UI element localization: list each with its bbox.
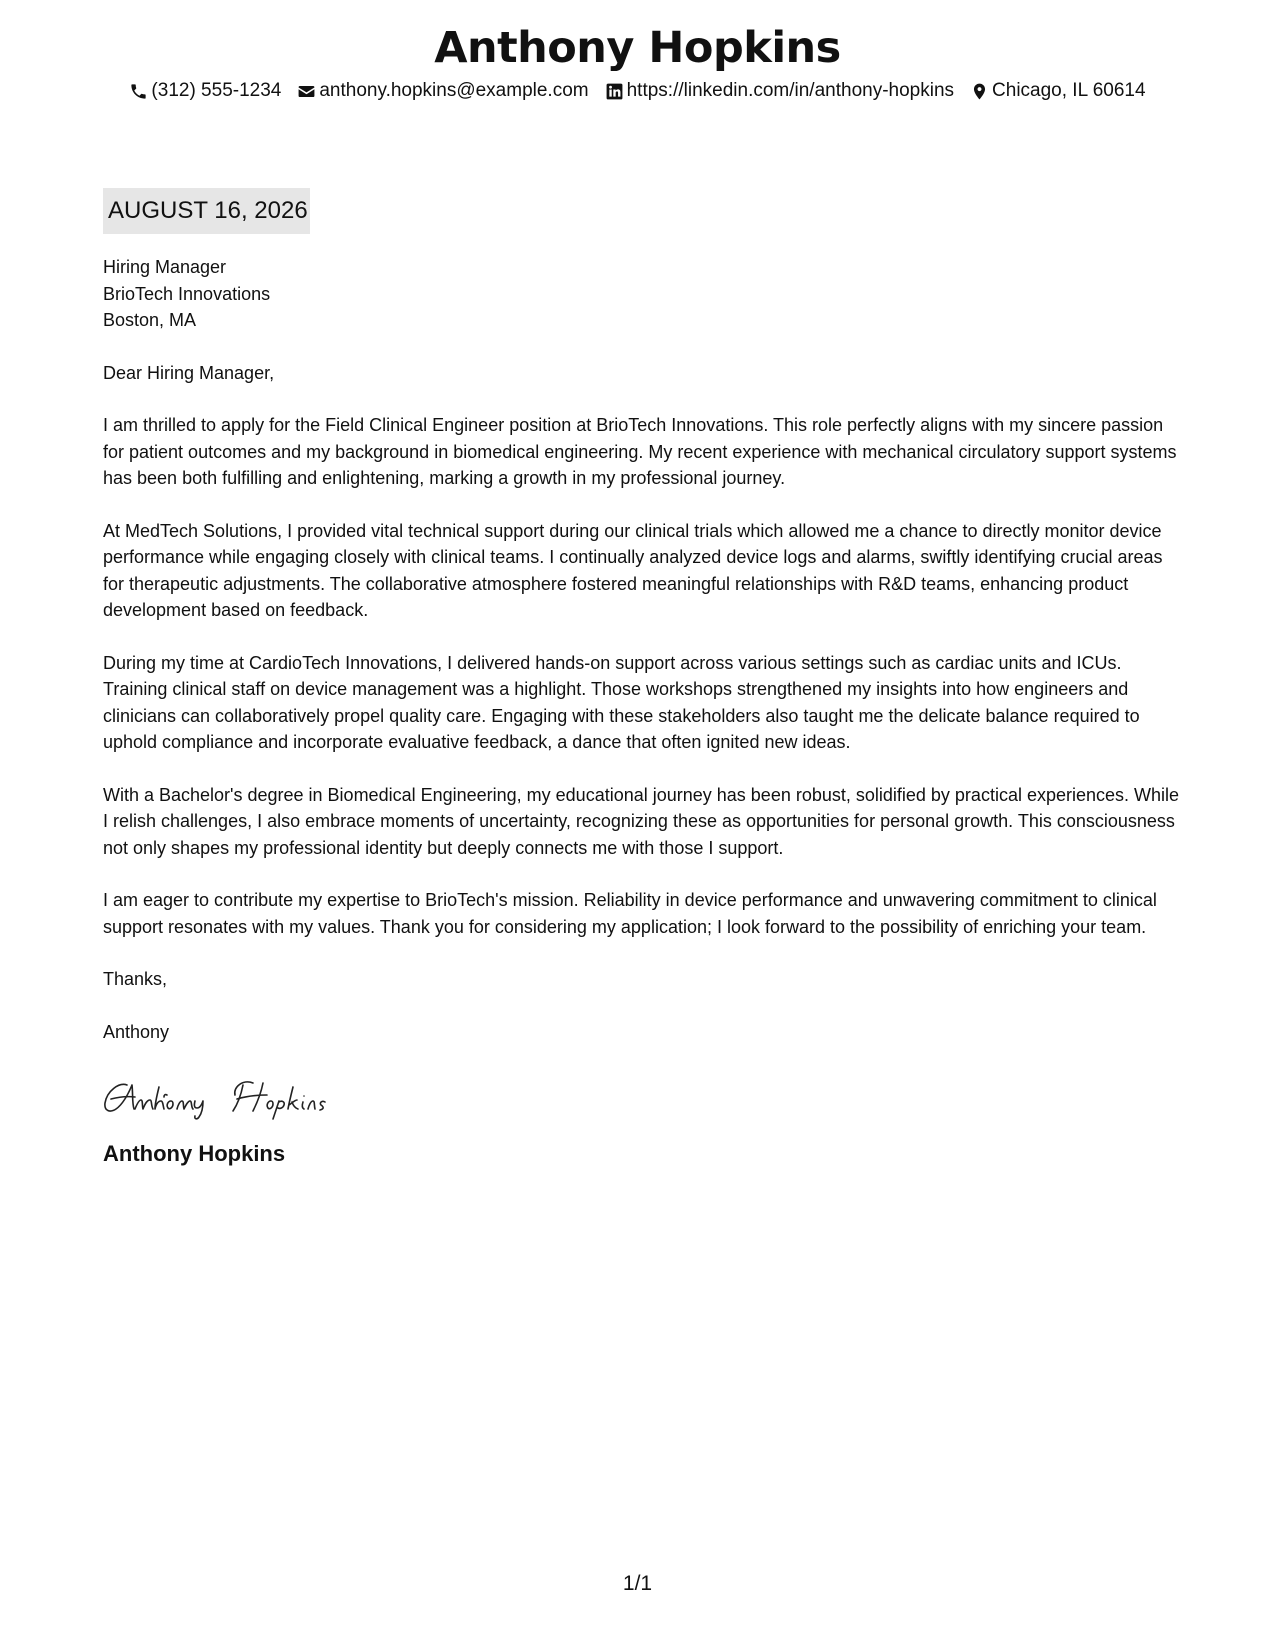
closing: Thanks, — [103, 969, 168, 989]
phone-icon — [129, 82, 148, 101]
linkedin-icon — [605, 82, 624, 101]
printed-name: Anthony Hopkins — [103, 1141, 286, 1166]
page-number: 1/1 — [622, 1572, 653, 1595]
body-paragraph-5: I am eager to contribute my expertise to BrioTech's mission. Reliability in device performance and unwavering commitment to clinical support resonates with my values. Thank you for considering my application; I look forward to the possibility of enriching your team. — [103, 890, 1157, 937]
envelope-icon — [297, 82, 316, 101]
contact-phone — [129, 78, 281, 104]
applicant-name: Anthony Hopkins — [434, 23, 841, 73]
contact-bar — [0, 78, 1275, 104]
contact-location — [970, 78, 1146, 104]
recipient-location: Boston, MA — [103, 310, 197, 330]
body-paragraph-3: During my time at CardioTech Innovations, I delivered hands-on support across various settings such as cardiac units and ICUs. Training clinical staff on device management was a highlight. Those workshops strengthened my insights into how engineers and clinicians can collaboratively propel quality care. Engaging with these stakeholders also taught me the delicate balance required to uphold compliance and incorporate evaluative feedback, a dance that often ignited new ideas. — [103, 652, 1140, 752]
contact-email — [297, 78, 588, 104]
body-paragraph-2: At MedTech Solutions, I provided vital technical support during our clinical trials which allowed me a chance to directly monitor device performance while engaging closely with clinical teams. I continually analyzed device logs and alarms, swiftly identifying crucial areas for therapeutic adjustments. The collaborative atmosphere fostered meaningful relationships with R&D teams, enhancing product development based on feedback. — [103, 520, 1163, 620]
contact-linkedin — [605, 78, 954, 104]
location-text: Chicago, IL 60614 — [992, 80, 1146, 101]
recipient-address — [103, 254, 1183, 334]
linkedin-text[interactable]: https://linkedin.com/in/anthony-hopkins — [626, 80, 955, 101]
signoff-name: Anthony — [103, 1021, 170, 1042]
phone-text: (312) 555-1234 — [151, 80, 282, 101]
body-paragraph-4: With a Bachelor's degree in Biomedical Engineering, my educational journey has been robust, solidified by practical experiences. While I relish challenges, I also embrace moments of uncertainty, recognizing these as opportunities for personal growth. This consciousness not only shapes my professional identity but deeply connects me with those I support. — [103, 784, 1180, 858]
letter-body — [103, 254, 1183, 1195]
body-paragraph-1: I am thrilled to apply for the Field Clinical Engineer position at BrioTech Innovations. This role perfectly aligns with my sincere passion for patient outcomes and my background in biomedical engineering. My recent experience with mechanical circulatory support systems has been both fulfilling and enlightening, marking a growth in my professional journey. — [103, 415, 1177, 488]
handwritten-signature — [101, 1071, 361, 1121]
email-text[interactable]: anthony.hopkins@example.com — [319, 80, 589, 101]
recipient-company: BrioTech Innovations — [103, 283, 271, 304]
recipient-title: Hiring Manager — [103, 257, 227, 277]
salutation: Dear Hiring Manager, — [103, 362, 275, 383]
map-pin-icon — [970, 82, 989, 101]
letter-date: AUGUST 16, 2026 — [103, 188, 310, 234]
